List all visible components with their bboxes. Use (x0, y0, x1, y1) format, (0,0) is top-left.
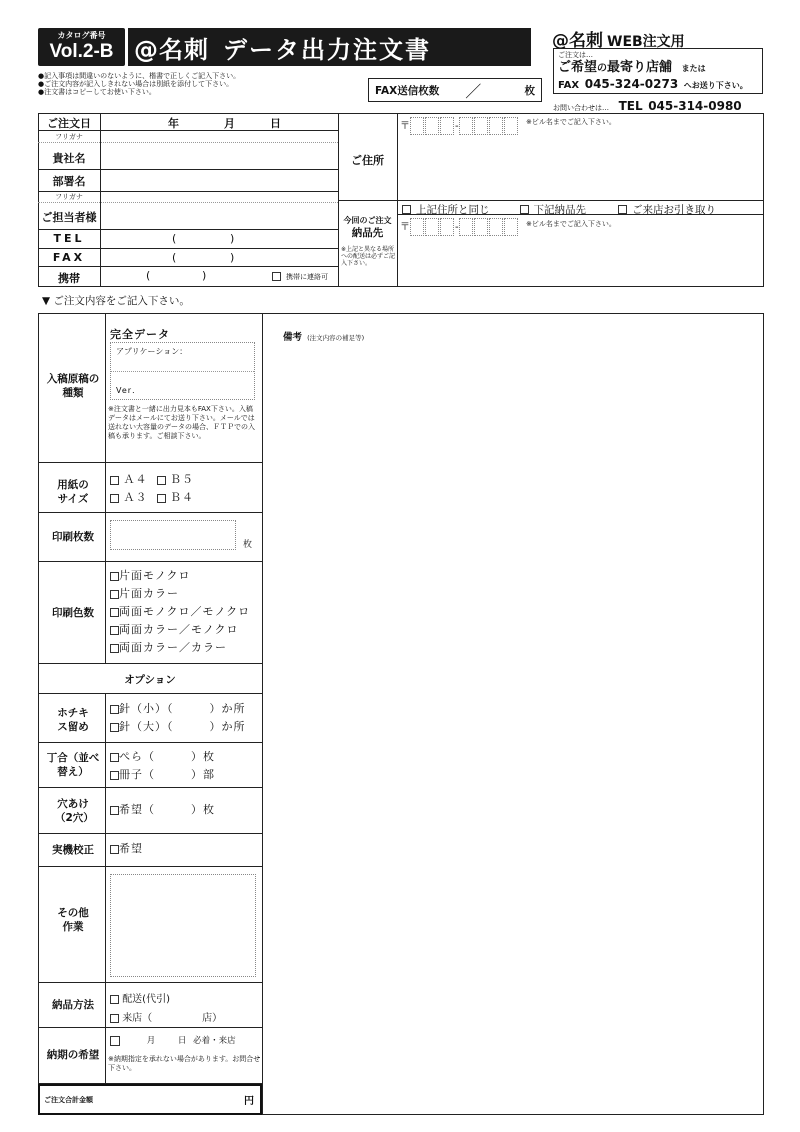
fax-paren-open: ( (172, 251, 177, 264)
delivery-dest-label (338, 215, 397, 240)
address-postal[interactable]: 〒 - (400, 117, 519, 135)
mobile-paren-close: ) (202, 269, 207, 282)
or-label: または (681, 64, 706, 73)
b5-checkbox[interactable] (157, 476, 166, 485)
proof-option-label: 希望 (119, 842, 143, 855)
dest-options (402, 202, 762, 217)
deadline-checkbox[interactable] (110, 1036, 120, 1046)
delivery-label-2: 納品先 (351, 227, 384, 239)
company-label: 貴社名 (52, 152, 86, 165)
order-date-label: ご注文日 (47, 117, 91, 130)
paper-label: 用紙のサイズ (57, 479, 89, 505)
pickup-checkbox[interactable] (618, 205, 627, 214)
tel-paren-open: ( (172, 232, 177, 245)
store-rest: 最寄り店舗 (607, 60, 673, 75)
paper-options (110, 471, 194, 507)
color-checkbox[interactable] (110, 644, 119, 653)
staple-options (110, 700, 246, 736)
delivery-method-label: 納品方法 (52, 999, 94, 1011)
delivery-postal[interactable]: 〒 - (400, 218, 519, 236)
mobile-label: 携帯 (58, 272, 80, 285)
furigana-label-2: フリガナ (55, 193, 83, 201)
copies-unit: 枚 (243, 540, 253, 550)
mobile-contact-label: 携帯に連絡可 (286, 273, 328, 281)
deadline-must: 必着・来店 (193, 1036, 236, 1046)
total-unit: 円 (244, 1096, 254, 1107)
punch-checkbox[interactable] (110, 806, 119, 815)
order-month-label: 月 (224, 117, 235, 130)
inquiry-prefix: お問い合わせは… (553, 104, 609, 112)
proof-label: 実機校正 (52, 844, 94, 856)
deadline-month: 月 (146, 1036, 156, 1046)
order-heading: ▼ ご注文内容をご記入下さい。 (42, 295, 190, 307)
options-label: オプション (124, 674, 176, 686)
brand-logo: @名刺 (134, 35, 209, 64)
b4-label: Ｂ４ (170, 491, 194, 504)
complete-data-label: 完全データ (110, 328, 170, 341)
web-label: WEB注文用 (607, 34, 685, 50)
department-label: 部署名 (52, 175, 86, 188)
catalog-badge (38, 28, 125, 66)
color-checkbox[interactable] (110, 590, 119, 599)
binding-books-label: 冊子（ ）部 (119, 768, 215, 781)
pickup-label: ご来店お引き取り (632, 204, 716, 216)
other-input[interactable] (110, 874, 256, 977)
punch-option (110, 801, 215, 819)
fax-label: FAX (52, 251, 86, 264)
binding-options (110, 748, 215, 784)
color-option: 両面カラー／モノクロ (119, 623, 239, 636)
color-label: 印刷色数 (52, 607, 94, 619)
a4-checkbox[interactable] (110, 476, 119, 485)
order-to-small: ご注文は… (558, 51, 593, 59)
tel-prefix: TEL (618, 99, 643, 113)
copies-input[interactable] (110, 520, 236, 550)
color-options (110, 567, 250, 657)
same-address-checkbox[interactable] (402, 205, 411, 214)
store-big: ご希望 (558, 60, 598, 75)
tel-number: 045-314-0980 (648, 99, 742, 113)
address-label: ご住所 (351, 154, 384, 167)
deadline-day: 日 (177, 1036, 187, 1046)
deadline-row (110, 1034, 236, 1046)
web-brand: @名刺 (552, 31, 603, 51)
furigana-label: フリガナ (55, 133, 83, 141)
color-checkbox[interactable] (110, 608, 119, 617)
postal-mark: 〒 (400, 121, 410, 132)
catalog-label: カタログ番号 (57, 31, 106, 40)
note-line: ●記入事項は間違いのないように、楷書で正しくご記入下さい。 (38, 72, 241, 80)
a3-label: Ａ３ (123, 491, 148, 504)
manuscript-label: 入稿原稿の種類 (46, 373, 100, 399)
color-checkbox[interactable] (110, 626, 119, 635)
ver-label: Ver． (116, 386, 142, 395)
b4-checkbox[interactable] (157, 494, 166, 503)
staple-large-label: 針（大）（ ）か所 (119, 720, 246, 733)
color-option: 両面モノクロ／モノクロ (119, 605, 251, 618)
note-line: ●ご注文内容が記入しきれない場合は別紙を添付して下さい。 (38, 80, 234, 88)
note-line: ●注文書はコピーしてお使い下さい。 (38, 88, 156, 96)
other-label: その他作業 (57, 907, 89, 933)
copies-label: 印刷枚数 (52, 531, 94, 543)
fax-count-unit: 枚 (524, 84, 535, 97)
application-label: アプリケーション： (116, 347, 188, 356)
binding-label: 丁合（並べ替え） (46, 752, 100, 778)
fax-paren-close: ) (230, 251, 235, 264)
delivery-method-options (110, 990, 222, 1028)
store-line (558, 59, 758, 76)
below-dest-checkbox[interactable] (520, 205, 529, 214)
postal-mark-2: 〒 (400, 222, 410, 233)
deadline-note: ※納期指定を承れない場合があります。お問合せ下さい。 (108, 1055, 261, 1072)
staple-label: ホチキス留め (57, 707, 89, 733)
color-option: 片面モノクロ (119, 569, 191, 582)
color-checkbox[interactable] (110, 572, 119, 581)
delivery-label-1: 今回のご注文 (343, 216, 392, 225)
staple-small-checkbox[interactable] (110, 705, 119, 714)
fax-suffix: へお送り下さい。 (683, 81, 748, 90)
delivery-note: ※上記と異なる場所への配送は必ずご記入下さい。 (341, 246, 396, 267)
manuscript-note: ※注文書と一緒に出力見本もFAX下さい。入稿データはメールにてお送り下さい。メールでは送れない大容量のデータの場合、ＦＴＰでの入稿も承ります。ご相談下さい。 (108, 405, 255, 440)
store-no: の (597, 63, 608, 74)
same-address-label: 上記住所と同じ (416, 204, 490, 216)
total-label: ご注文合計金額 (44, 1096, 93, 1104)
b5-label: Ｂ５ (170, 473, 194, 486)
remarks-label: 備考 (283, 332, 303, 343)
inquiry-line (553, 95, 742, 114)
tel-label: TEL (53, 232, 85, 245)
delivery-ship-label: 配送(代引) (122, 994, 170, 1005)
vol-label: Vol.2-B (49, 41, 114, 62)
staple-large-checkbox[interactable] (110, 723, 119, 732)
fax-count-slash: ／ (465, 81, 482, 101)
mobile-paren-open: ( (146, 269, 151, 282)
color-option: 片面カラー (119, 587, 179, 600)
fax-prefix: FAX (558, 80, 580, 91)
title-banner (128, 28, 531, 66)
person-label: ご担当者様 (41, 211, 97, 224)
application-box[interactable] (110, 342, 255, 400)
punch-option-label: 希望（ ）枚 (119, 803, 215, 816)
mobile-contact-checkbox[interactable] (272, 272, 281, 281)
a3-checkbox[interactable] (110, 494, 119, 503)
order-contact-box (553, 48, 763, 94)
order-year-label: 年 (168, 117, 179, 130)
fax-count-label: FAX送信枚数 (375, 84, 440, 97)
proof-option (110, 840, 143, 858)
page-title: データ出力注文書 (223, 35, 431, 64)
delivery-store-checkbox[interactable] (110, 1014, 119, 1023)
a4-label: Ａ４ (123, 473, 148, 486)
binding-sheets-label: ぺら（ ）枚 (119, 750, 215, 763)
order-day-label: 日 (270, 117, 281, 130)
fax-line (558, 76, 758, 93)
punch-label: 穴あけ（2穴） (55, 798, 94, 824)
below-dest-label: 下記納品先 (533, 204, 586, 216)
delivery-store-label: 来店（ 店） (122, 1013, 223, 1024)
header-notes (38, 72, 358, 96)
staple-small-label: 針（小）（ ）か所 (119, 702, 246, 715)
tel-paren-close: ) (230, 232, 235, 245)
binding-sheets-checkbox[interactable] (110, 753, 119, 762)
binding-books-checkbox[interactable] (110, 771, 119, 780)
remarks-input[interactable] (266, 342, 760, 1110)
building-note-2: ※ビル名までご記入下さい。 (526, 220, 616, 228)
deadline-label: 納期の希望 (46, 1049, 100, 1061)
fax-count-box (368, 78, 542, 102)
fax-number: 045-324-0273 (584, 77, 679, 91)
color-option: 両面カラー／カラー (119, 641, 227, 654)
proof-checkbox[interactable] (110, 845, 119, 854)
building-note: ※ビル名までご記入下さい。 (526, 118, 616, 126)
remarks-sub: (注文内容の補足等) (307, 334, 365, 342)
delivery-ship-checkbox[interactable] (110, 995, 119, 1004)
